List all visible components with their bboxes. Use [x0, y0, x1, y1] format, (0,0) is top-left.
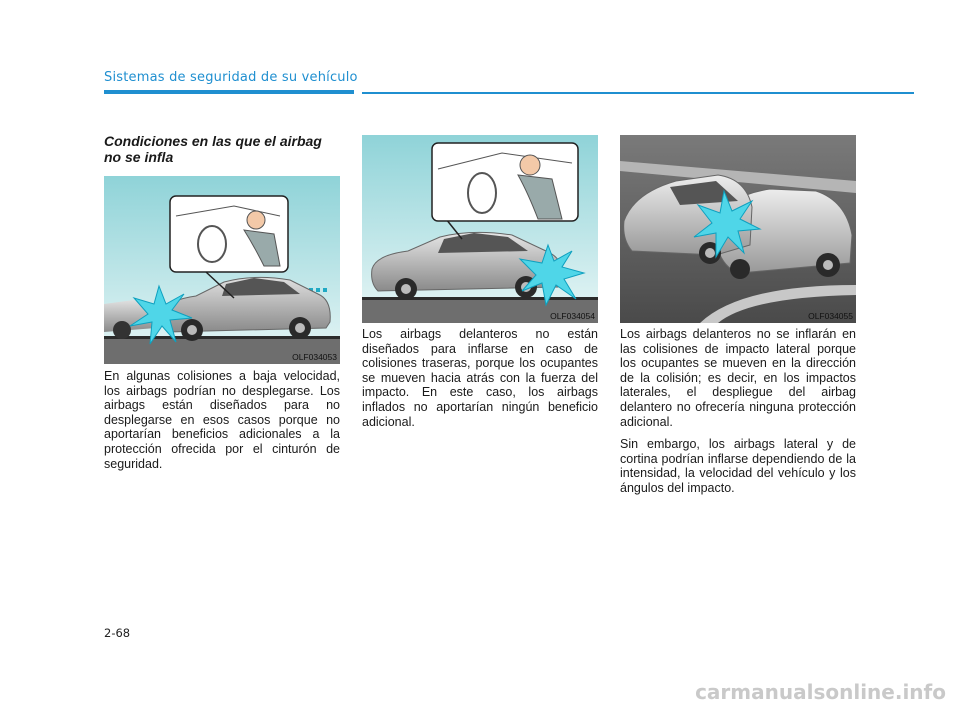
- paragraph: En algunas colisiones a baja velocidad, los airbags podrían no desplegarse. Los airbags están diseñados para no desplegarse en esos casos porque no aportarían beneficios adicionales a la protección ofrecida por el cinturón de seguridad.: [104, 369, 340, 471]
- figure-code: OLF034054: [550, 311, 595, 321]
- driver-illustration-icon: [170, 196, 288, 272]
- section-title: Condiciones en las que el airbag no se infla: [104, 133, 322, 165]
- figure-code: OLF034053: [292, 352, 337, 362]
- header-title: Sistemas de seguridad de su vehículo: [104, 70, 358, 85]
- paragraph: Los airbags delanteros no se inflarán en las colisiones de impacto lateral porque los ocupantes se mueven en la dirección de la colisión; es decir, en los impactos laterales, el despliegue del airbag delantero no ofrecería ninguna protección adicional.: [620, 327, 856, 429]
- header-rule: [104, 90, 354, 94]
- figure-side-impact: [620, 135, 856, 323]
- column-1-text: [104, 369, 340, 479]
- paragraph: Sin embargo, los airbags lateral y de cortina podrían inflarse dependiendo de la intensidad, la velocidad del vehículo y los ángulos del impacto.: [620, 437, 856, 495]
- page-number: 2-68: [104, 626, 131, 640]
- column-2-text: [362, 327, 598, 437]
- column-3-text: [620, 327, 856, 504]
- paragraph: Los airbags delanteros no están diseñados para inflarse en caso de colisiones traseras, porque los ocupantes se mueven hacia atrás con la fuerza del impacto. En este caso, los airbags inflados no aportarían ningún beneficio adicional.: [362, 327, 598, 429]
- figure-code: OLF034055: [808, 311, 853, 321]
- figure-rear-collision: [362, 135, 598, 323]
- watermark: carmanualsonline.info: [695, 680, 946, 704]
- driver-illustration-icon: [432, 143, 578, 221]
- figure-low-speed-collision: [104, 176, 340, 364]
- header-rule-right: [362, 92, 914, 94]
